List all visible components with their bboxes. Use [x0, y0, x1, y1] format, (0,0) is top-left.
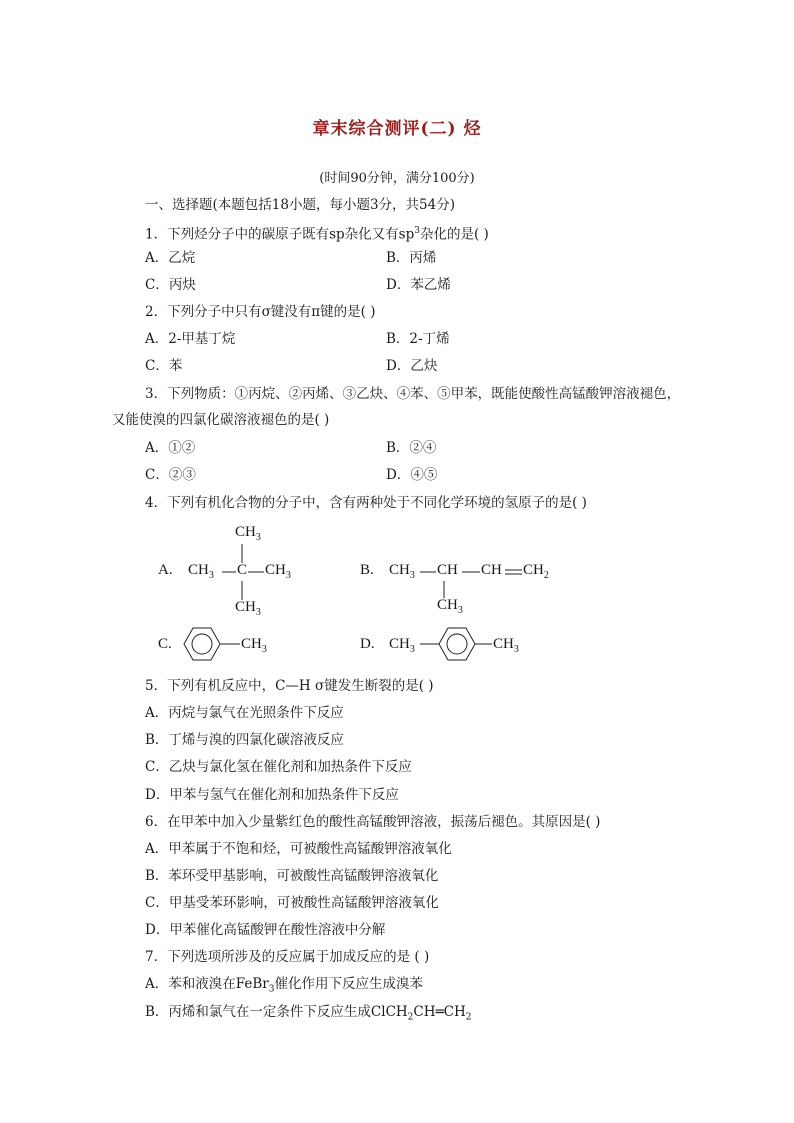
- question-6-option-c: C．甲基受苯环影响，可被酸性高锰酸钾溶液氧化: [145, 895, 439, 911]
- structure-b-label: B.: [360, 562, 374, 578]
- structure-b-ch3-left: $CH_3$: [389, 562, 415, 581]
- question-3-stem-line-1: 3．下列物质：①丙烷、②丙烯、③乙炔、④苯、⑤甲苯，既能使酸性高锰酸钾溶液褪色，: [145, 386, 681, 402]
- question-6-option-a: A．甲苯属于不饱和烃，可被酸性高锰酸钾溶液氧化: [145, 841, 452, 857]
- structure-b-ch-alkene: CH: [481, 562, 502, 578]
- question-6-option-d: D．甲苯催化高锰酸钾在酸性溶液中分解: [145, 922, 386, 938]
- structure-b-ch3-bottom: $CH_3$: [437, 597, 463, 616]
- question-5-option-a: A．丙烷与氯气在光照条件下反应: [145, 705, 344, 721]
- question-3-option-a: A．①②: [145, 440, 196, 456]
- question-2-stem: 2．下列分子中只有σ键没有π键的是( ): [145, 304, 376, 320]
- question-6-stem: 6．在甲苯中加入少量紫红色的酸性高锰酸钾溶液，振荡后褪色。其原因是( ): [145, 814, 601, 830]
- question-3-option-d: D．④⑤: [386, 467, 438, 483]
- structure-d-ch3-left: $CH_3$: [389, 636, 415, 655]
- question-4-stem: 4．下列有机化合物的分子中，含有两种处于不同化学环境的氢原子的是( ): [145, 495, 587, 511]
- question-1-option-d: D．苯乙烯: [386, 277, 451, 293]
- structure-d-label: D.: [360, 636, 375, 652]
- question-7-stem: 7．下列选项所涉及的反应属于加成反应的是 ( ): [145, 949, 430, 965]
- structure-c-label: C.: [158, 636, 172, 652]
- question-5-option-d: D．甲苯与氢气在催化剂和加热条件下反应: [145, 787, 399, 803]
- question-2-option-a: A．2-甲基丁烷: [145, 331, 236, 347]
- structure-a-ch3-left: $CH_3$: [188, 562, 214, 581]
- page-subtitle: (时间90分钟，满分100分): [319, 171, 475, 186]
- question-2-option-c: C．苯: [145, 358, 183, 374]
- page-title: 章末综合测评(二) 烃: [312, 119, 482, 139]
- question-5-option-b: B．丁烯与溴的四氯化碳溶液反应: [145, 732, 344, 748]
- structure-b-ch2: $CH_2$: [523, 562, 549, 581]
- question-1-stem: 1．下列烃分子中的碳原子既有sp杂化又有$sp^3$杂化的是( ): [145, 226, 489, 243]
- question-3-stem-line-2: 又能使溴的四氯化碳溶液褪色的是( ): [112, 412, 330, 428]
- question-5-stem: 5．下列有机反应中，C—H σ键发生断裂的是( ): [145, 678, 434, 694]
- question-7-option-b: B．丙烯和氯气在一定条件下反应生成$ClCH_2CH═CH_2$: [145, 1004, 472, 1023]
- question-1-option-c: C．丙炔: [145, 277, 196, 293]
- question-6-option-b: B．苯环受甲基影响，可被酸性高锰酸钾溶液氧化: [145, 868, 439, 884]
- question-2-option-d: D．乙炔: [386, 358, 438, 374]
- structure-a-ch3-right: $CH_3$: [265, 562, 291, 581]
- structure-b-ch: CH: [437, 562, 458, 578]
- structure-a-ch3-bottom: $CH_3$: [235, 599, 261, 618]
- question-5-option-c: C．乙炔与氯化氢在催化剂和加热条件下反应: [145, 759, 412, 775]
- question-3-option-b: B．②④: [386, 440, 437, 456]
- structure-a-central-carbon: C: [237, 562, 248, 578]
- question-1-option-a: A．乙烷: [145, 250, 196, 266]
- structure-c-ch3: $CH_3$: [241, 636, 267, 655]
- section-heading: 一、选择题(本题包括18小题，每小题3分，共54分): [145, 197, 455, 213]
- question-7-option-a: A．苯和液溴在FeBr$_3$催化作用下反应生成溴苯: [145, 976, 423, 995]
- structure-a-ch3-top: $CH_3$: [235, 524, 261, 543]
- question-1-option-b: B．丙烯: [386, 250, 437, 266]
- structure-d-ch3-right: $CH_3$: [493, 636, 519, 655]
- structure-a-label: A.: [158, 562, 173, 578]
- question-3-option-c: C．②③: [145, 467, 196, 483]
- question-2-option-b: B．2-丁烯: [386, 331, 450, 347]
